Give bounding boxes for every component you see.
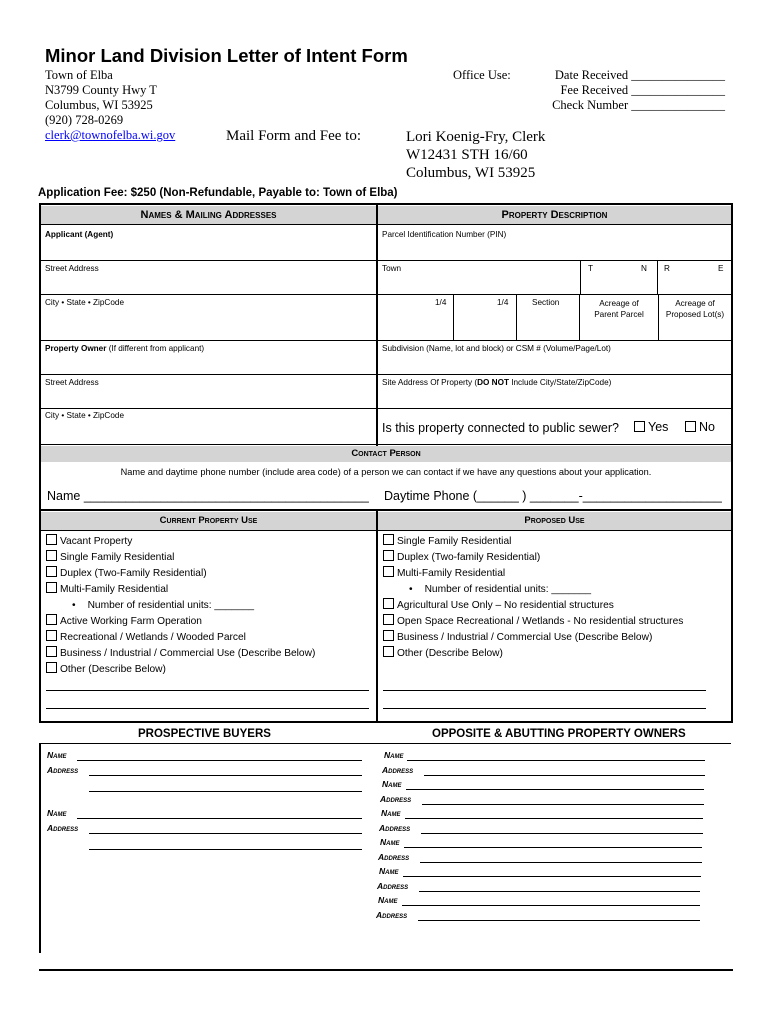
town-street: N3799 County Hwy T: [45, 83, 157, 97]
clerk-name: Lori Koenig-Fry, Clerk: [406, 129, 546, 145]
buyer-2-name-label: Name: [47, 808, 67, 818]
sewer-no[interactable]: No: [685, 420, 715, 434]
no-checkbox[interactable]: [685, 421, 696, 432]
owner-4-address-label: Address: [378, 852, 410, 862]
owner-3-address-label: Address: [379, 823, 411, 833]
current-farm[interactable]: Active Working Farm Operation: [46, 614, 315, 630]
owner-3-name-line[interactable]: [405, 818, 703, 819]
clerk-city: Columbus, WI 53925: [406, 165, 536, 181]
proposed-business[interactable]: Business / Industrial / Commercial Use (Describe Below): [383, 630, 683, 646]
owner-1-address-line[interactable]: [424, 775, 705, 776]
town-address: [45, 68, 175, 143]
prospective-buyers-header: PROSPECTIVE BUYERS: [138, 728, 271, 740]
owner-2-name-line[interactable]: [406, 789, 704, 790]
sewer-question: Is this property connected to public sewer?: [382, 421, 619, 435]
buyer-1-name-label: Name: [47, 750, 67, 760]
clerk-address: [406, 128, 545, 182]
proposed-units[interactable]: • Number of residential units: _______: [409, 584, 592, 595]
proposed-duplex[interactable]: Duplex (Two-family Residential): [383, 550, 683, 566]
abutting-owners-header: OPPOSITE & ABUTTING PROPERTY OWNERS: [432, 728, 686, 740]
buyer-2-address-line-2[interactable]: [89, 849, 362, 850]
current-recreational[interactable]: Recreational / Wetlands / Wooded Parcel: [46, 630, 315, 646]
owner-6-name-label: Name: [378, 895, 398, 905]
table-right-border: [731, 203, 733, 723]
current-units[interactable]: • Number of residential units: _______: [72, 600, 255, 611]
owner-5-address-label: Address: [377, 881, 409, 891]
buyer-1-address-line-2[interactable]: [89, 791, 362, 792]
current-other[interactable]: Other (Describe Below): [46, 662, 315, 678]
owner-2-address-label: Address: [380, 794, 412, 804]
proposed-single-family[interactable]: Single Family Residential: [383, 534, 683, 550]
yes-checkbox[interactable]: [634, 421, 645, 432]
owner-5-address-line[interactable]: [419, 891, 700, 892]
town-name: Town of Elba: [45, 68, 113, 82]
range-e-label: E: [718, 264, 724, 273]
town-city: Columbus, WI 53925: [45, 98, 153, 112]
applicant-label: Applicant (Agent): [45, 230, 114, 239]
section-label: Section: [532, 298, 560, 307]
buyer-1-address-line[interactable]: [89, 775, 362, 776]
application-fee: Application Fee: $250 (Non-Refundable, Payable to: Town of Elba): [38, 187, 398, 199]
property-owner-label: Property Owner (If different from applicant): [45, 344, 205, 353]
current-use-header: Current Property Use: [41, 512, 376, 530]
current-single-family[interactable]: Single Family Residential: [46, 550, 315, 566]
owner-1-address-label: Address: [382, 765, 414, 775]
email-link[interactable]: clerk@townofelba.wi.gov: [45, 128, 176, 142]
office-use-fields: [540, 68, 725, 113]
site-address-label: Site Address Of Property (DO NOT Include City/State/ZipCode): [382, 378, 612, 387]
buyer-1-address-label: Address: [47, 765, 79, 775]
city-state-zip-label: City • State • ZipCode: [45, 298, 124, 307]
page-bottom-rule: [39, 969, 733, 971]
current-business[interactable]: Business / Industrial / Commercial Use (Describe Below): [46, 646, 315, 662]
current-describe-line-2[interactable]: [46, 708, 369, 709]
contact-header: Contact Person: [41, 446, 731, 462]
names-header: Names & Mailing Addresses: [41, 206, 376, 224]
town-phone: (920) 728-0269: [45, 113, 124, 127]
date-received: Date Received _______________: [554, 68, 725, 82]
owner-city-label: City • State • ZipCode: [45, 411, 124, 420]
proposed-use-header: Proposed Use: [378, 512, 731, 530]
buyer-2-address-label: Address: [47, 823, 79, 833]
proposed-multi-family[interactable]: Multi-Family Residential: [383, 566, 683, 582]
owner-3-address-line[interactable]: [421, 833, 703, 834]
buyer-2-name-line[interactable]: [77, 818, 362, 819]
range-r-label: R: [664, 264, 670, 273]
table-top-border: [39, 203, 733, 205]
property-header: Property Description: [378, 206, 731, 224]
contact-phone-field[interactable]: Daytime Phone (______ ) _______-____________________: [384, 489, 722, 503]
owner-4-name-line[interactable]: [404, 847, 702, 848]
current-describe-line-1[interactable]: [46, 690, 369, 691]
owner-3-name-label: Name: [381, 808, 401, 818]
town-label: Town: [382, 264, 402, 273]
owner-6-address-label: Address: [376, 910, 408, 920]
proposed-agricultural[interactable]: Agricultural Use Only – No residential structures: [383, 598, 683, 614]
form-title: Minor Land Division Letter of Intent Form: [45, 45, 408, 66]
subdivision-label: Subdivision (Name, lot and block) or CSM # (Volume/Page/Lot): [382, 344, 611, 353]
proposed-other[interactable]: Other (Describe Below): [383, 646, 683, 662]
acreage-lots-label: Acreage of Proposed Lot(s): [665, 299, 725, 319]
current-multi-family[interactable]: Multi-Family Residential: [46, 582, 315, 598]
contact-note: Name and daytime phone number (include area code) of a person we can contact if we have any questions about your application.: [120, 467, 652, 477]
owner-6-address-line[interactable]: [418, 920, 700, 921]
contact-name-field[interactable]: Name _________________________________________: [47, 489, 369, 503]
clerk-street: W12431 STH 16/60: [406, 147, 528, 163]
check-number: Check Number _______________: [552, 98, 725, 112]
proposed-open-space[interactable]: Open Space Recreational / Wetlands - No residential structures: [383, 614, 683, 630]
owner-5-name-line[interactable]: [403, 876, 701, 877]
township-n-label: N: [641, 264, 647, 273]
pin-label: Parcel Identification Number (PIN): [382, 230, 507, 239]
owner-4-address-line[interactable]: [420, 862, 702, 863]
proposed-describe-line-1[interactable]: [383, 690, 706, 691]
office-use-label: Office Use:: [453, 68, 511, 82]
proposed-describe-line-2[interactable]: [383, 708, 706, 709]
owner-5-name-label: Name: [379, 866, 399, 876]
owner-1-name-line[interactable]: [407, 760, 705, 761]
owner-1-name-label: Name: [384, 750, 404, 760]
proposed-use-list: [383, 534, 683, 662]
fee-received: Fee Received _______________: [560, 83, 725, 97]
current-use-list: [46, 534, 315, 678]
owner-street-label: Street Address: [45, 378, 99, 387]
buyer-1-name-line[interactable]: [77, 760, 362, 761]
mail-label: Mail Form and Fee to:: [226, 128, 361, 144]
quarter-label-2: 1/4: [497, 298, 509, 307]
current-duplex[interactable]: Duplex (Two-Family Residential): [46, 566, 315, 582]
township-t-label: T: [588, 264, 594, 273]
street-address-label: Street Address: [45, 264, 99, 273]
table-left-border: [39, 203, 41, 723]
buyer-2-address-line[interactable]: [89, 833, 362, 834]
sewer-yes[interactable]: Yes: [634, 420, 668, 434]
owner-6-name-line[interactable]: [402, 905, 700, 906]
quarter-label-1: 1/4: [435, 298, 447, 307]
owner-4-name-label: Name: [380, 837, 400, 847]
owner-2-address-line[interactable]: [422, 804, 704, 805]
owner-2-name-label: Name: [382, 779, 402, 789]
current-vacant[interactable]: Vacant Property: [46, 534, 315, 550]
table-middle-divider: [376, 203, 378, 446]
acreage-parent-label: Acreage of Parent Parcel: [594, 299, 644, 319]
